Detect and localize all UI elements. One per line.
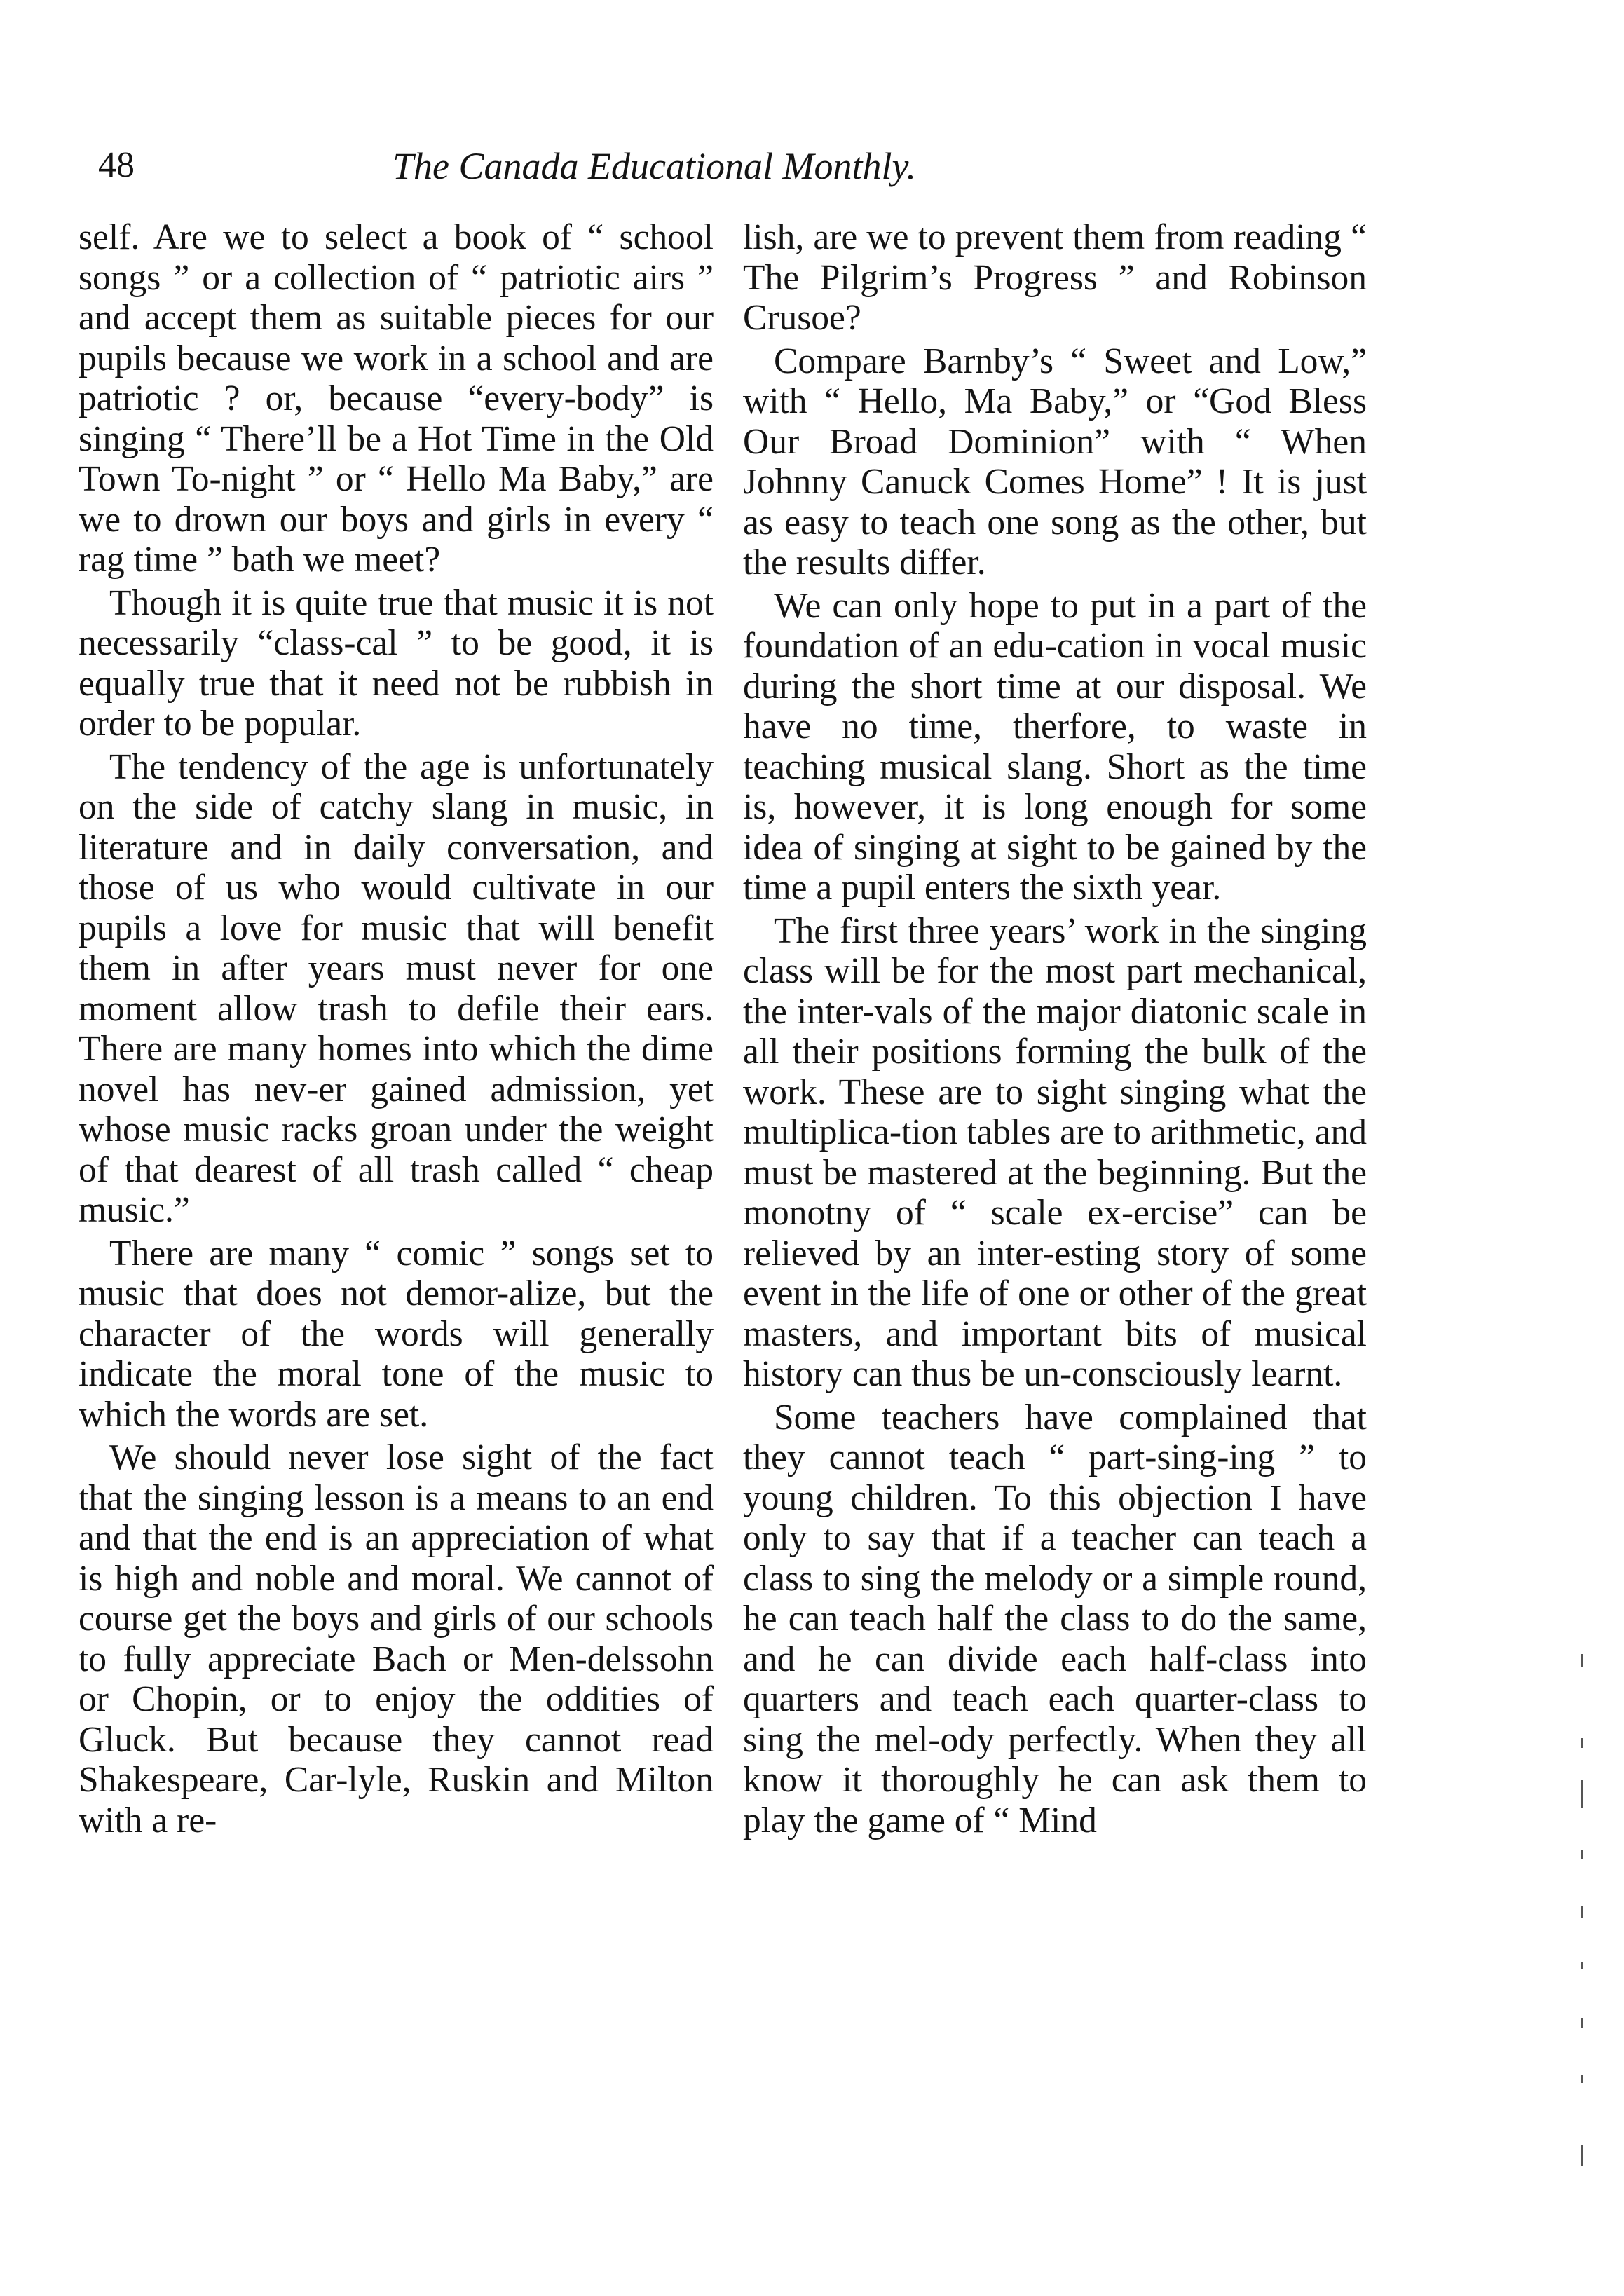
paragraph: lish, are we to prevent them from reading “ The Pilgrim’s Progress ” and Robinson Crusoe? [743,217,1367,338]
paragraph: Some teachers have complained that they cannot teach “ part-sing-ing ” to young children. To this objection I have only to say that if a teacher can teach a class to sing the melody or a simple round, he can teach half the class to do the same, and he can divide each half-class into quarters and teach each quarter-class to sing the mel-ody perfectly. When they all know it thoroughly he can ask them to play the game of “ Mind [743,1397,1367,1840]
paragraph: self. Are we to select a book of “ school songs ” or a collection of “ patriotic airs ” and accept them as suitable pieces for our pupils because we work in a school and are patriotic ? or, because “every-body” is singing “ There’ll be a Hot Time in the Old Town To-night ” or “ Hello Ma Baby,” are we to drown our boys and girls in every “ rag time ” bath we meet? [79,217,714,580]
paragraph: Though it is quite true that music it is not necessarily “class-cal ” to be good, it is equally true that it need not be rubbish in order to be popular. [79,582,714,744]
running-head: The Canada Educational Monthly. [393,145,916,187]
paragraph: We should never lose sight of the fact that the singing lesson is a means to an end and that the end is an appreciation of what is high and noble and moral. We cannot of course get the boys and girls of our schools to fully appreciate Bach or Men-delssohn or Chopin, or to enjoy the oddities of Gluck. But because they cannot read Shakespeare, Car-lyle, Ruskin and Milton with a re- [79,1437,714,1840]
paragraph: There are many “ comic ” songs set to music that does not demor-alize, but the character of the words will generally indicate the moral tone of the music to which the words are set. [79,1233,714,1435]
page-header [98,147,1041,203]
paragraph: The first three years’ work in the singing class will be for the most part mechanical, the inter-vals of the major diatonic scale in all their positions forming the bulk of the work. These are to sight singing what the multiplica-tion tables are to arithmetic, and must be mastered at the beginning. But the monotny of “ scale ex-ercise” can be relieved by an inter-esting story of some event in the life of one or other of the great masters, and important bits of musical history can thus be un-consciously learnt. [743,910,1367,1394]
paragraph: Compare Barnby’s “ Sweet and Low,” with “ Hello, Ma Baby,” or “God Bless Our Broad Dominion” with “ When Johnny Canuck Comes Home” ! It is just as easy to teach one song as the other, but the results differ. [743,341,1367,582]
paragraph: We can only hope to put in a part of the foundation of an edu-cation in vocal music during the short time at our disposal. We have no time, therfore, to waste in teaching musical slang. Short as the time is, however, it is long enough for some idea of singing at sight to be gained by the time a pupil enters the sixth year. [743,585,1367,908]
paragraph: The tendency of the age is unfortunately on the side of catchy slang in music, in literature and in daily conversation, and those of us who would cultivate in our pupils a love for music that will benefit them in after years must never for one moment allow trash to defile their ears. There are many homes into which the dime novel has nev-er gained admission, yet whose music racks groan under the weight of that dearest of all trash called “ cheap music.” [79,746,714,1230]
left-column [79,217,714,1843]
right-column [743,217,1367,1843]
page-number: 48 [98,145,135,185]
scan-margin-marks [1576,1654,1590,2201]
